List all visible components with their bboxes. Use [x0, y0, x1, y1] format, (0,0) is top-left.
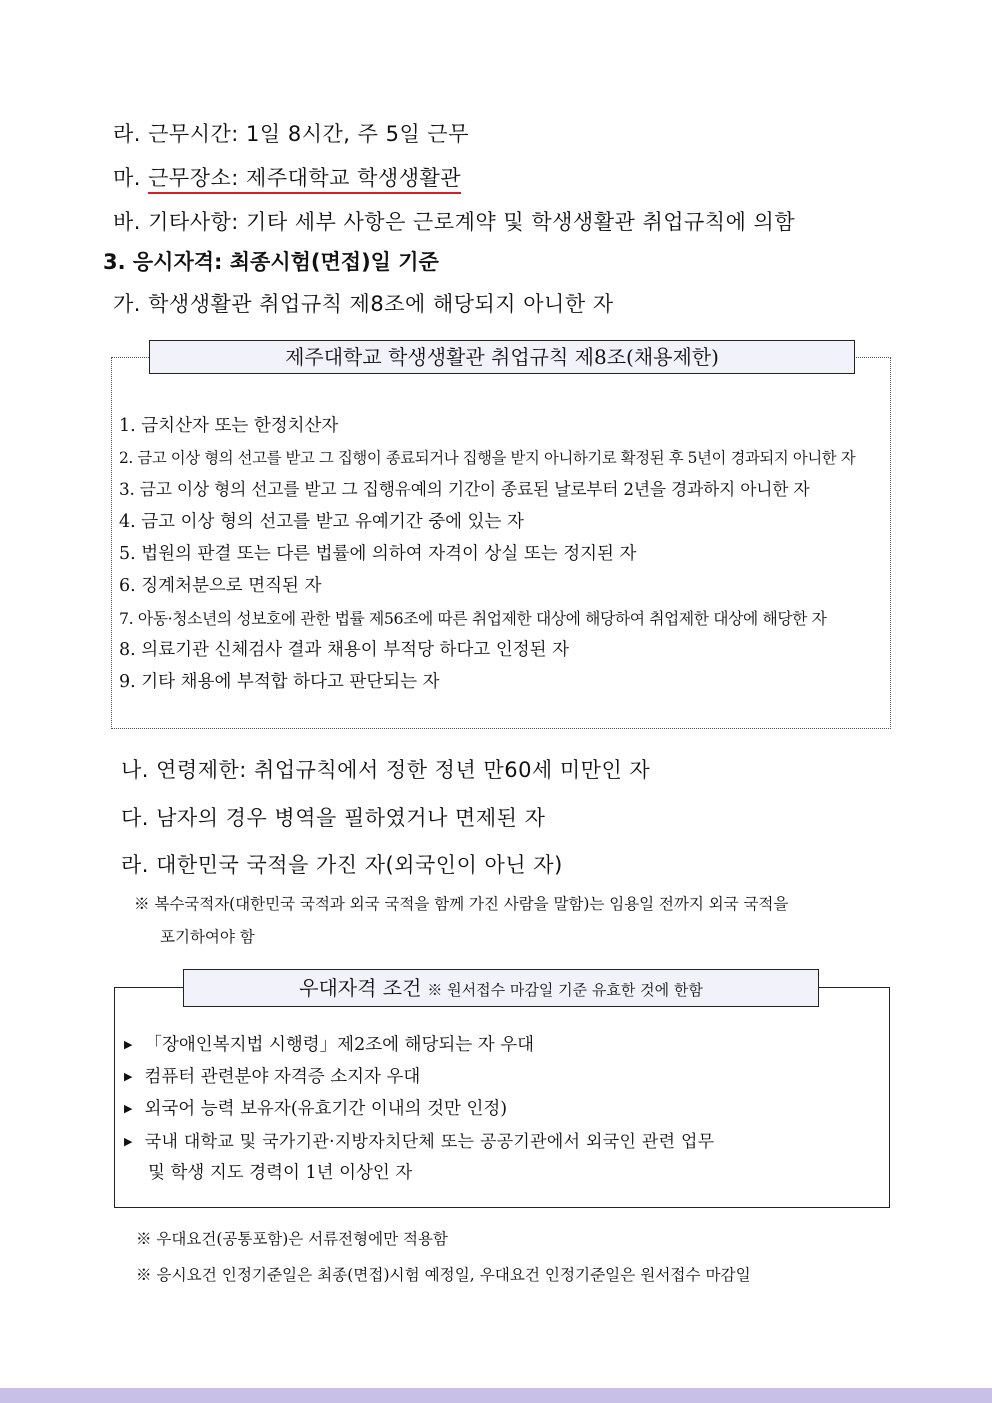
rule-item: 3. 금고 이상 형의 선고를 받고 그 집행유예의 기간이 종료된 날로부터 2년을 경과하지 아니한 자: [119, 479, 810, 499]
condition-item-b: 나. 연령제한: 취업규칙에서 정한 정년 만60세 미만인 자: [121, 758, 651, 782]
rule-item: 6. 징계처분으로 면직된 자: [119, 576, 322, 596]
work-place: 근무장소: 제주대학교 학생생활관: [148, 166, 461, 194]
condition-item-d: 라. 대한민국 국적을 가진 자(외국인이 아닌 자): [121, 853, 563, 877]
rule-item: 9. 기타 채용에 부적합 하다고 판단되는 자: [119, 672, 440, 692]
rule-item: 5. 법원의 판결 또는 다른 법률에 의하여 자격이 상실 또는 정지된 자: [119, 544, 637, 564]
rule-item: 1. 금치산자 또는 한정치산자: [119, 416, 339, 436]
rule-item: 8. 의료기관 신체검사 결과 채용이 부적당 하다고 인정된 자: [119, 640, 570, 660]
preference-item: ▶ 「장애인복지법 시행령」제2조에 해당되는 자 우대: [124, 1035, 535, 1055]
triangle-bullet-icon: ▶: [124, 1038, 133, 1051]
dual-nationality-note: ※ 복수국적자(대한민국 국적과 외국 국적을 함께 가진 사람을 말함)는 임용일 전까지 외국 국적을: [134, 895, 789, 913]
rule-item: 2. 금고 이상 형의 선고를 받고 그 집행이 종료되거나 집행을 받지 아니하기로 확정된 후 5년이 경과되지 아니한 자: [119, 449, 856, 467]
preference-box-title: 우대자격 조건: [299, 976, 422, 1000]
section3-heading: 3. 응시자격: 최종시험(면접)일 기준: [103, 250, 439, 274]
condition-item-c: 다. 남자의 경우 병역을 필하였거나 면제된 자: [121, 806, 546, 830]
footnote-2: ※ 응시요건 인정기준일은 최종(면접)시험 예정일, 우대요건 인정기준일은 원서접수 마감일: [136, 1266, 751, 1284]
section3-item-a: 가. 학생생활관 취업규칙 제8조에 해당되지 아니한 자: [113, 292, 614, 316]
triangle-bullet-icon: ▶: [124, 1070, 133, 1083]
preference-item: ▶ 국내 대학교 및 국가기관·지방자치단체 또는 공공기관에서 외국인 관련 업무: [124, 1132, 715, 1152]
preference-item-cont: 및 학생 지도 경력이 1년 이상인 자: [148, 1163, 413, 1183]
rule-item: 4. 금고 이상 형의 선고를 받고 유예기간 중에 있는 자: [119, 512, 524, 532]
work-hours: 라. 근무시간: 1일 8시간, 주 5일 근무: [113, 122, 469, 146]
preference-box-subtitle: ※ 원서접수 마감일 기준 유효한 것에 한함: [427, 981, 703, 999]
dual-nationality-note-cont: 포기하여야 함: [160, 928, 255, 946]
rule-item: 7. 아동·청소년의 성보호에 관한 법률 제56조에 따른 취업제한 대상에 해당하여 취업제한 대상에 해당한 자: [119, 609, 827, 628]
preference-item: ▶ 컴퓨터 관련분야 자격증 소지자 우대: [124, 1067, 421, 1087]
work-other: 바. 기타사항: 기타 세부 사항은 근로계약 및 학생생활관 취업규칙에 의함: [113, 210, 796, 234]
triangle-bullet-icon: ▶: [124, 1102, 133, 1115]
preference-box-title-bar: [183, 969, 819, 1007]
preference-item: ▶ 외국어 능력 보유자(유효기간 이내의 것만 인정): [124, 1099, 508, 1119]
rules-box-title: 제주대학교 학생생활관 취업규칙 제8조(채용제한): [149, 340, 855, 374]
work-place-prefix: 마.: [113, 166, 149, 190]
footnote-1: ※ 우대요건(공통포함)은 서류전형에만 적용함: [136, 1230, 448, 1248]
footer-bar: [0, 1388, 992, 1403]
work-place-line: [113, 162, 461, 192]
triangle-bullet-icon: ▶: [124, 1135, 133, 1148]
